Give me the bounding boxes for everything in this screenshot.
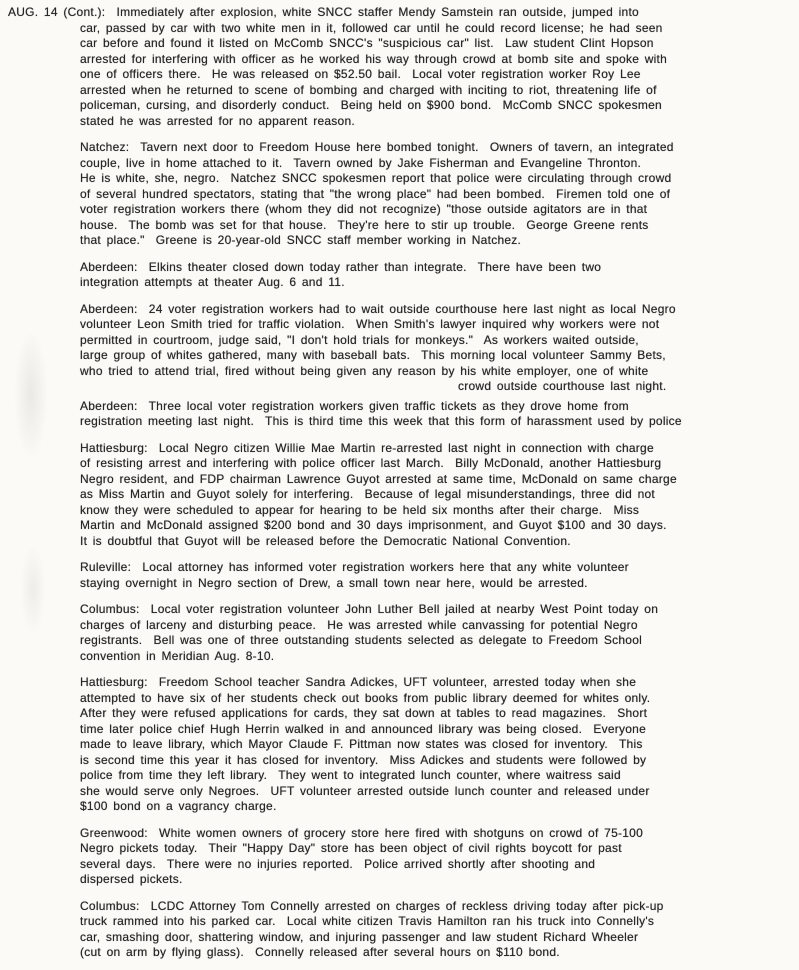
report-line: of several hundred spectators, stating that "the wrong place" had been bombed. Firemen told one of — [80, 186, 671, 201]
report-line: truck rammed into his parked car. Local white citizen Travis Hamilton ran his truck into Connelly's — [80, 914, 655, 928]
report-paragraph — [80, 260, 797, 291]
report-line: one of officers there. He was released on $52.50 bail. Local voter registration worker Roy Lee — [80, 67, 641, 81]
report-line: know they were scheduled to appear for hearing to be held six months after their charge. Miss — [80, 502, 640, 517]
report-line: convention in Meridian Aug. 8-10. — [80, 648, 275, 663]
report-line: Hattiesburg: Freedom School teacher Sandra Adickes, UFT volunteer, arrested today when she — [80, 675, 637, 689]
report-line: voter registration workers there (whom they did not recognize) "those outside agitators are in that — [80, 202, 648, 216]
report-paragraph — [80, 602, 797, 664]
report-line: she would serve only Negroes. UFT volunteer arrested outside lunch counter and released under — [80, 783, 650, 798]
report-line: Aberdeen: Three local voter registration workers given traffic tickets as they drove home from — [80, 398, 629, 413]
report-paragraph — [80, 441, 797, 550]
report-line: Negro resident, and FDP chairman Lawrence Guyot arrested at same time, McDonald on same charge — [80, 471, 677, 486]
report-line: crowd outside courthouse last night. — [458, 379, 667, 393]
report-line: that place." Greene is 20-year-old SNCC staff member working in Natchez. — [80, 233, 522, 247]
report-line: $100 bond on a vagrancy charge. — [80, 799, 277, 813]
report-line: charges of larceny and disturbing peace. He was arrested while canvassing for potential Negro — [80, 617, 638, 632]
report-line: Aberdeen: 24 voter registration workers had to wait outside courthouse here last night as local Negro — [80, 301, 676, 316]
report-line: registration meeting last night. This is third time this week that this form of harassment used by police — [80, 414, 682, 428]
report-line: Natchez: Tavern next door to Freedom House here bombed tonight. Owners of tavern, an integrated — [80, 140, 674, 154]
report-line: dispersed pickets. — [80, 872, 183, 886]
report-line: stated he was arrested for no apparent reason. — [80, 113, 355, 128]
document-body — [8, 5, 797, 961]
report-line: permitted in courtroom, judge said, "I don't hold trials for monkeys." As workers waited outside, — [80, 332, 639, 347]
report-paragraph — [80, 560, 797, 591]
report-line: (cut on arm by flying glass). Connelly released after several hours on $110 bond. — [80, 945, 560, 959]
report-paragraph — [80, 399, 797, 430]
report-paragraph — [80, 302, 797, 395]
report-paragraph — [80, 899, 797, 961]
report-line: car, smashing door, shattering window, and injuring passenger and law student Richard Wheeler — [80, 929, 639, 944]
report-line: He is white, she, negro. Natchez SNCC spokesmen report that police were circulating through crowd — [80, 171, 672, 185]
report-line: attempted to have six of her students check out books from public library deemed for whites only. — [80, 690, 651, 705]
report-line: After they were refused applications for cards, they sat down at tables to read magazines. Short — [80, 706, 648, 720]
report-line: Aberdeen: Elkins theater closed down today rather than integrate. There have been two — [80, 259, 602, 274]
report-line: car before and found it listed on McComb SNCC's "suspicious car" list. Law student Clint Hopson — [80, 36, 654, 50]
report-line: arrested for interfering with officer as he worked his way through crowd at bomb site and spoke with — [80, 51, 668, 66]
date-heading: AUG. 14 (Cont.): — [8, 5, 106, 19]
report-line: Greenwood: White women owners of grocery store here fired with shotguns on crowd of 75-100 — [80, 825, 644, 840]
report-line: Ruleville: Local attorney has informed voter registration workers here that any white volunteer — [80, 560, 629, 574]
report-line: several days. There were no injuries reported. Police arrived shortly after shooting and — [80, 856, 596, 871]
report-line: as Miss Martin and Guyot solely for interfering. Because of legal misunderstandings, three did not — [80, 487, 656, 501]
report-line: staying overnight in Negro section of Drew, a small town near here, would be arrested. — [80, 575, 588, 590]
report-line: police from time they left library. They went to integrated lunch counter, where waitress said — [80, 768, 621, 782]
report-line: Columbus: Local voter registration volunteer John Luther Bell jailed at nearby West Point today on — [80, 602, 659, 616]
report-paragraph — [80, 140, 797, 249]
report-line: Martin and McDonald assigned $200 bond and 30 days imprisonment, and Guyot $100 and 30 days. — [80, 518, 667, 532]
report-line: Columbus: LCDC Attorney Tom Connelly arrested on charges of reckless driving today after pick-up — [80, 898, 664, 913]
report-line: couple, live in home attached to it. Tavern owned by Jake Fisherman and Evangeline Thronton. — [80, 155, 642, 170]
report-line: Negro pickets today. Their "Happy Day" store has been object of civil rights boycott for past — [80, 841, 622, 855]
report-line: It is doubtful that Guyot will be released before the Democratic National Convention. — [80, 533, 571, 548]
report-paragraph — [80, 826, 797, 888]
report-line: registrants. Bell was one of three outstanding students selected as delegate to Freedom School — [80, 633, 643, 647]
report-line: integration attempts at theater Aug. 6 and 11. — [80, 275, 345, 289]
report-paragraph — [8, 5, 797, 129]
report-line: policeman, cursing, and disorderly conduct. Being held on $900 bond. McComb SNCC spokesmen — [80, 98, 662, 112]
report-line: arrested when he returned to scene of bombing and charged with inciting to riot, threatening life of — [80, 82, 657, 97]
report-line: AUG. 14 (Cont.): Immediately after explosion, white SNCC staffer Mendy Samstein ran outside, jumped into — [8, 5, 639, 19]
report-line: volunteer Leon Smith tried for traffic violation. When Smith's lawyer inquired why workers were not — [80, 317, 660, 331]
report-line: is second time this year it has closed for inventory. Miss Adickes and students were followed by — [80, 752, 647, 767]
report-line: of resisting arrest and interfering with police officer last March. Billy McDonald, another Hattiesburg — [80, 456, 662, 470]
report-line: who tried to attend trial, fired without being given any reason by his white employer, one of white — [80, 363, 649, 378]
report-line: car, passed by car with two white men in it, followed car until he could record license; he had seen — [80, 20, 663, 35]
report-line: made to leave library, which Mayor Claude F. Pittman now states was closed for inventory. This — [80, 737, 643, 751]
report-paragraph — [80, 675, 797, 815]
report-line: time later police chief Hugh Herrin walked in and announced library was being closed. Everyone — [80, 721, 647, 736]
report-line: Hattiesburg: Local Negro citizen Willie Mae Martin re-arrested last night in connection with charge — [80, 440, 654, 455]
report-line: large group of whites gathered, many with baseball bats. This morning local volunteer Sammy Bets, — [80, 348, 666, 362]
report-line: house. The bomb was set for that house. They're here to stir up trouble. George Greene rents — [80, 217, 649, 232]
